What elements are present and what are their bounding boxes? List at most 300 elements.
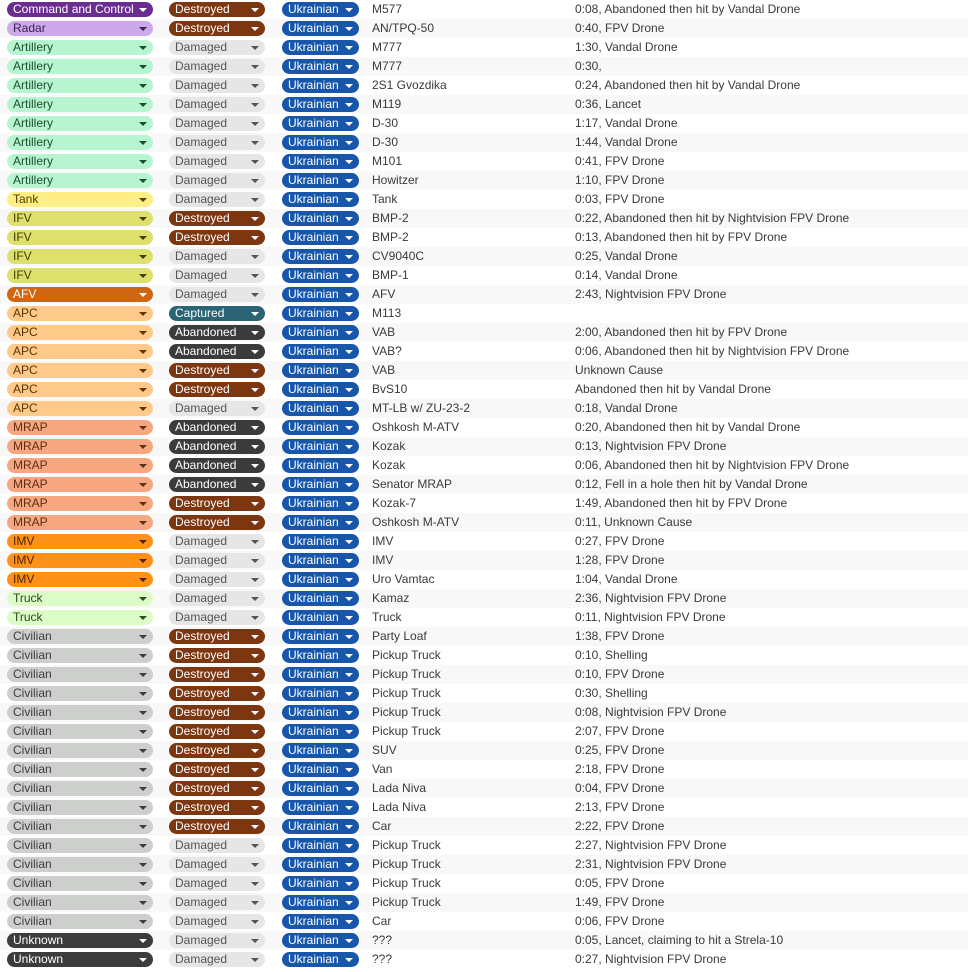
owner-dropdown[interactable]: [282, 382, 359, 397]
owner-dropdown[interactable]: [282, 857, 359, 872]
category-dropdown[interactable]: [7, 59, 153, 74]
category-dropdown-label: IFV: [13, 268, 32, 282]
model-cell[interactable]: M777: [372, 40, 403, 54]
status-dropdown[interactable]: [169, 933, 265, 948]
owner-dropdown[interactable]: [282, 116, 359, 131]
notes-cell[interactable]: 1:38, FPV Drone: [575, 629, 665, 643]
model-cell[interactable]: 2S1 Gvozdika: [372, 78, 447, 92]
category-dropdown[interactable]: [7, 344, 153, 359]
model-cell[interactable]: Pickup Truck: [372, 705, 441, 719]
status-dropdown[interactable]: [169, 572, 265, 587]
notes-cell[interactable]: Unknown Cause: [575, 363, 664, 377]
category-dropdown[interactable]: [7, 458, 153, 473]
table-row: [0, 874, 968, 893]
owner-dropdown[interactable]: [282, 154, 359, 169]
model-cell[interactable]: M101: [372, 154, 403, 168]
category-dropdown[interactable]: [7, 876, 153, 891]
owner-dropdown[interactable]: [282, 819, 359, 834]
category-dropdown[interactable]: [7, 21, 153, 36]
model-cell[interactable]: Van: [372, 762, 393, 776]
model-cell[interactable]: IMV: [372, 553, 394, 567]
category-dropdown[interactable]: [7, 724, 153, 739]
category-dropdown[interactable]: [7, 743, 153, 758]
model-cell[interactable]: Pickup Truck: [372, 895, 441, 909]
model-cell[interactable]: Kozak: [372, 458, 406, 472]
category-dropdown[interactable]: [7, 287, 153, 302]
notes-cell[interactable]: 0:18, Vandal Drone: [575, 401, 678, 415]
owner-dropdown[interactable]: [282, 363, 359, 378]
status-dropdown[interactable]: [169, 629, 265, 644]
model-cell[interactable]: ???: [372, 933, 393, 947]
model-cell[interactable]: Kamaz: [372, 591, 410, 605]
table-row: [0, 817, 968, 836]
status-dropdown[interactable]: [169, 78, 265, 93]
chevron-down-icon: [251, 369, 259, 373]
status-dropdown-label: Damaged: [175, 572, 228, 586]
model-cell[interactable]: Howitzer: [372, 173, 419, 187]
owner-dropdown[interactable]: [282, 249, 359, 264]
status-dropdown[interactable]: [169, 610, 265, 625]
owner-dropdown[interactable]: [282, 135, 359, 150]
notes-cell[interactable]: 0:24, Abandoned then hit by Vandal Drone: [575, 78, 801, 92]
notes-cell[interactable]: 0:27, Nightvision FPV Drone: [575, 952, 727, 966]
status-dropdown[interactable]: [169, 515, 265, 530]
owner-dropdown[interactable]: [282, 192, 359, 207]
owner-dropdown[interactable]: [282, 515, 359, 530]
model-cell[interactable]: M777: [372, 59, 403, 73]
model-cell[interactable]: Truck: [372, 610, 402, 624]
model-cell[interactable]: Car: [372, 914, 392, 928]
owner-dropdown[interactable]: [282, 591, 359, 606]
table-row: [0, 741, 968, 760]
owner-dropdown[interactable]: [282, 211, 359, 226]
owner-dropdown-label: Ukrainian: [288, 287, 339, 301]
status-dropdown[interactable]: [169, 344, 265, 359]
notes-cell[interactable]: 0:03, FPV Drone: [575, 192, 665, 206]
chevron-down-icon: [139, 863, 147, 867]
status-dropdown[interactable]: [169, 230, 265, 245]
model-cell[interactable]: BvS10: [372, 382, 408, 396]
owner-dropdown-label: Ukrainian: [288, 553, 339, 567]
notes-cell[interactable]: 0:05, Lancet, claiming to hit a Strela-10: [575, 933, 784, 947]
status-dropdown[interactable]: [169, 116, 265, 131]
category-dropdown[interactable]: [7, 192, 153, 207]
category-dropdown[interactable]: [7, 553, 153, 568]
model-cell[interactable]: BMP-2: [372, 230, 409, 244]
category-dropdown[interactable]: [7, 477, 153, 492]
category-dropdown[interactable]: [7, 857, 153, 872]
table-row: [0, 513, 968, 532]
notes-cell[interactable]: 0:27, FPV Drone: [575, 534, 665, 548]
category-dropdown[interactable]: [7, 40, 153, 55]
category-dropdown-label: Civilian: [13, 838, 52, 852]
notes-cell[interactable]: 1:49, FPV Drone: [575, 895, 665, 909]
chevron-down-icon: [139, 958, 147, 962]
owner-dropdown[interactable]: [282, 648, 359, 663]
category-dropdown[interactable]: [7, 648, 153, 663]
model-cell[interactable]: M119: [372, 97, 402, 111]
notes-cell[interactable]: 0:14, Vandal Drone: [575, 268, 678, 282]
owner-dropdown[interactable]: [282, 97, 359, 112]
owner-dropdown[interactable]: [282, 325, 359, 340]
category-dropdown[interactable]: [7, 496, 153, 511]
notes-cell[interactable]: 0:11, Unknown Cause: [575, 515, 693, 529]
notes-cell[interactable]: 0:06, FPV Drone: [575, 914, 665, 928]
owner-dropdown[interactable]: [282, 268, 359, 283]
category-dropdown-label: MRAP: [13, 477, 48, 491]
status-dropdown[interactable]: [169, 192, 265, 207]
status-dropdown[interactable]: [169, 97, 265, 112]
notes-cell[interactable]: Abandoned then hit by Vandal Drone: [575, 382, 771, 396]
owner-dropdown[interactable]: [282, 743, 359, 758]
category-dropdown[interactable]: [7, 2, 153, 17]
notes-cell[interactable]: 0:25, Vandal Drone: [575, 249, 678, 263]
category-dropdown[interactable]: [7, 591, 153, 606]
model-cell[interactable]: AN/TPQ-50: [372, 21, 435, 35]
status-dropdown[interactable]: [169, 173, 265, 188]
status-dropdown[interactable]: [169, 800, 265, 815]
model-cell[interactable]: MT-LB w/ ZU-23-2: [372, 401, 471, 415]
notes-cell[interactable]: 0:20, Abandoned then hit by Vandal Drone: [575, 420, 801, 434]
chevron-down-icon: [251, 27, 259, 31]
status-dropdown[interactable]: [169, 363, 265, 378]
model-cell[interactable]: Oshkosh M-ATV: [372, 515, 460, 529]
chevron-down-icon: [139, 597, 147, 601]
model-cell[interactable]: Pickup Truck: [372, 667, 441, 681]
category-dropdown[interactable]: [7, 325, 153, 340]
notes-cell[interactable]: 0:06, Abandoned then hit by Nightvision FPV Drone: [575, 344, 850, 358]
category-dropdown[interactable]: [7, 154, 153, 169]
status-dropdown[interactable]: [169, 40, 265, 55]
status-dropdown[interactable]: [169, 420, 265, 435]
category-dropdown-label: Artillery: [13, 154, 54, 168]
category-dropdown[interactable]: [7, 914, 153, 929]
chevron-down-icon: [139, 825, 147, 829]
status-dropdown-label: Abandoned: [175, 439, 237, 453]
owner-dropdown[interactable]: [282, 952, 359, 967]
status-dropdown[interactable]: [169, 458, 265, 473]
status-dropdown[interactable]: [169, 21, 265, 36]
owner-dropdown[interactable]: [282, 705, 359, 720]
owner-dropdown[interactable]: [282, 572, 359, 587]
notes-cell[interactable]: 0:30,: [575, 59, 602, 73]
owner-dropdown[interactable]: [282, 629, 359, 644]
owner-dropdown[interactable]: [282, 933, 359, 948]
chevron-down-icon: [251, 825, 259, 829]
model-cell[interactable]: Tank: [372, 192, 398, 206]
category-dropdown-label: MRAP: [13, 458, 48, 472]
model-cell[interactable]: Uro Vamtac: [372, 572, 435, 586]
notes-cell[interactable]: 1:10, FPV Drone: [575, 173, 665, 187]
category-dropdown[interactable]: [7, 230, 153, 245]
model-cell[interactable]: BMP-1: [372, 268, 409, 282]
owner-dropdown[interactable]: [282, 876, 359, 891]
owner-dropdown[interactable]: [282, 895, 359, 910]
notes-cell[interactable]: 2:31, Nightvision FPV Drone: [575, 857, 727, 871]
notes-cell[interactable]: 2:36, Nightvision FPV Drone: [575, 591, 727, 605]
notes-cell[interactable]: 0:08, Abandoned then hit by Vandal Drone: [575, 2, 801, 16]
category-dropdown[interactable]: [7, 781, 153, 796]
model-cell[interactable]: VAB: [372, 325, 396, 339]
owner-dropdown[interactable]: [282, 173, 359, 188]
model-cell[interactable]: AFV: [372, 287, 396, 301]
notes-cell[interactable]: 0:08, Nightvision FPV Drone: [575, 705, 727, 719]
owner-dropdown[interactable]: [282, 781, 359, 796]
status-dropdown[interactable]: [169, 135, 265, 150]
category-dropdown[interactable]: [7, 610, 153, 625]
status-dropdown[interactable]: [169, 876, 265, 891]
chevron-down-icon: [251, 730, 259, 734]
chevron-down-icon: [251, 217, 259, 221]
chevron-down-icon: [139, 65, 147, 69]
notes-cell[interactable]: 0:12, Fell in a hole then hit by Vandal Drone: [575, 477, 808, 491]
notes-cell[interactable]: 2:27, Nightvision FPV Drone: [575, 838, 727, 852]
status-dropdown[interactable]: [169, 553, 265, 568]
chevron-down-icon: [345, 882, 353, 886]
owner-dropdown[interactable]: [282, 800, 359, 815]
model-cell[interactable]: Party Loaf: [372, 629, 427, 643]
category-dropdown[interactable]: [7, 116, 153, 131]
owner-dropdown[interactable]: [282, 21, 359, 36]
model-cell[interactable]: Oshkosh M-ATV: [372, 420, 460, 434]
status-dropdown[interactable]: [169, 59, 265, 74]
owner-dropdown[interactable]: [282, 78, 359, 93]
category-dropdown[interactable]: [7, 211, 153, 226]
category-dropdown[interactable]: [7, 363, 153, 378]
owner-dropdown[interactable]: [282, 439, 359, 454]
status-dropdown[interactable]: [169, 439, 265, 454]
model-cell[interactable]: Lada Niva: [372, 800, 427, 814]
status-dropdown[interactable]: [169, 154, 265, 169]
owner-dropdown-label: Ukrainian: [288, 420, 339, 434]
model-cell[interactable]: D-30: [372, 135, 399, 149]
table-row: [0, 114, 968, 133]
category-dropdown-label: Civilian: [13, 629, 52, 643]
chevron-down-icon: [139, 692, 147, 696]
status-dropdown[interactable]: [169, 648, 265, 663]
model-cell[interactable]: Pickup Truck: [372, 686, 441, 700]
owner-dropdown[interactable]: [282, 458, 359, 473]
notes-cell[interactable]: 0:10, Shelling: [575, 648, 648, 662]
notes-cell[interactable]: 0:06, Abandoned then hit by Nightvision FPV Drone: [575, 458, 850, 472]
notes-cell[interactable]: 0:05, FPV Drone: [575, 876, 665, 890]
model-cell[interactable]: Lada Niva: [372, 781, 427, 795]
status-dropdown[interactable]: [169, 743, 265, 758]
owner-dropdown[interactable]: [282, 40, 359, 55]
owner-dropdown[interactable]: [282, 306, 359, 321]
notes-cell[interactable]: 2:00, Abandoned then hit by FPV Drone: [575, 325, 788, 339]
owner-dropdown-label: Ukrainian: [288, 21, 339, 35]
status-dropdown[interactable]: [169, 534, 265, 549]
category-dropdown-label: Artillery: [13, 59, 54, 73]
owner-dropdown[interactable]: [282, 230, 359, 245]
status-dropdown[interactable]: [169, 211, 265, 226]
notes-cell[interactable]: 1:04, Vandal Drone: [575, 572, 678, 586]
model-cell[interactable]: Kozak: [372, 439, 406, 453]
model-cell[interactable]: M577: [372, 2, 403, 16]
notes-cell[interactable]: 1:44, Vandal Drone: [575, 135, 678, 149]
category-dropdown[interactable]: [7, 268, 153, 283]
category-dropdown[interactable]: [7, 420, 153, 435]
notes-cell[interactable]: 0:40, FPV Drone: [575, 21, 665, 35]
category-dropdown[interactable]: [7, 800, 153, 815]
status-dropdown[interactable]: [169, 249, 265, 264]
owner-dropdown-label: Ukrainian: [288, 192, 339, 206]
notes-cell[interactable]: 2:18, FPV Drone: [575, 762, 665, 776]
category-dropdown[interactable]: [7, 306, 153, 321]
model-cell[interactable]: Pickup Truck: [372, 724, 441, 738]
model-cell[interactable]: SUV: [372, 743, 397, 757]
table-row: [0, 285, 968, 304]
category-dropdown[interactable]: [7, 249, 153, 264]
notes-cell[interactable]: 1:30, Vandal Drone: [575, 40, 678, 54]
status-dropdown[interactable]: [169, 591, 265, 606]
status-dropdown[interactable]: [169, 762, 265, 777]
category-dropdown[interactable]: [7, 933, 153, 948]
notes-cell[interactable]: 1:28, FPV Drone: [575, 553, 665, 567]
category-dropdown[interactable]: [7, 439, 153, 454]
model-cell[interactable]: Pickup Truck: [372, 648, 441, 662]
model-cell[interactable]: CV9040C: [372, 249, 425, 263]
model-cell[interactable]: Senator MRAP: [372, 477, 453, 491]
owner-dropdown[interactable]: [282, 59, 359, 74]
table-row: [0, 437, 968, 456]
category-dropdown[interactable]: [7, 173, 153, 188]
model-cell[interactable]: VAB: [372, 363, 396, 377]
category-dropdown[interactable]: [7, 762, 153, 777]
owner-dropdown-label: Ukrainian: [288, 401, 339, 415]
chevron-down-icon: [139, 901, 147, 905]
owner-dropdown[interactable]: [282, 420, 359, 435]
model-cell[interactable]: D-30: [372, 116, 399, 130]
model-cell[interactable]: IMV: [372, 534, 394, 548]
category-dropdown[interactable]: [7, 515, 153, 530]
owner-dropdown[interactable]: [282, 344, 359, 359]
category-dropdown[interactable]: [7, 686, 153, 701]
notes-cell[interactable]: 0:04, FPV Drone: [575, 781, 665, 795]
model-cell[interactable]: Pickup Truck: [372, 838, 441, 852]
category-dropdown[interactable]: [7, 97, 153, 112]
notes-cell[interactable]: 0:36, Lancet: [575, 97, 642, 111]
notes-cell[interactable]: 0:30, Shelling: [575, 686, 648, 700]
notes-cell[interactable]: 2:07, FPV Drone: [575, 724, 665, 738]
owner-dropdown[interactable]: [282, 914, 359, 929]
status-dropdown-label: Damaged: [175, 914, 228, 928]
model-cell[interactable]: ???: [372, 952, 393, 966]
status-dropdown[interactable]: [169, 287, 265, 302]
owner-dropdown[interactable]: [282, 724, 359, 739]
status-dropdown[interactable]: [169, 477, 265, 492]
status-dropdown[interactable]: [169, 686, 265, 701]
notes-cell[interactable]: 0:25, FPV Drone: [575, 743, 665, 757]
status-dropdown[interactable]: [169, 914, 265, 929]
status-dropdown[interactable]: [169, 705, 265, 720]
category-dropdown[interactable]: [7, 705, 153, 720]
category-dropdown-label: Radar: [13, 21, 46, 35]
chevron-down-icon: [251, 46, 259, 50]
owner-dropdown[interactable]: [282, 401, 359, 416]
category-dropdown[interactable]: [7, 629, 153, 644]
notes-cell[interactable]: 0:13, Nightvision FPV Drone: [575, 439, 727, 453]
status-dropdown[interactable]: [169, 2, 265, 17]
category-dropdown[interactable]: [7, 952, 153, 967]
status-dropdown[interactable]: [169, 667, 265, 682]
chevron-down-icon: [139, 160, 147, 164]
notes-cell[interactable]: 0:22, Abandoned then hit by Nightvision FPV Drone: [575, 211, 850, 225]
chevron-down-icon: [345, 692, 353, 696]
model-cell[interactable]: Kozak-7: [372, 496, 417, 510]
category-dropdown[interactable]: [7, 382, 153, 397]
owner-dropdown[interactable]: [282, 686, 359, 701]
notes-cell[interactable]: 0:11, Nightvision FPV Drone: [575, 610, 726, 624]
status-dropdown[interactable]: [169, 819, 265, 834]
category-dropdown[interactable]: [7, 78, 153, 93]
status-dropdown[interactable]: [169, 895, 265, 910]
category-dropdown[interactable]: [7, 819, 153, 834]
status-dropdown[interactable]: [169, 781, 265, 796]
model-cell[interactable]: Pickup Truck: [372, 857, 441, 871]
status-dropdown[interactable]: [169, 838, 265, 853]
category-dropdown[interactable]: [7, 572, 153, 587]
status-dropdown[interactable]: [169, 268, 265, 283]
notes-cell[interactable]: 2:43, Nightvision FPV Drone: [575, 287, 727, 301]
notes-cell[interactable]: 2:13, FPV Drone: [575, 800, 665, 814]
owner-dropdown[interactable]: [282, 2, 359, 17]
status-dropdown[interactable]: [169, 857, 265, 872]
status-dropdown[interactable]: [169, 325, 265, 340]
owner-dropdown[interactable]: [282, 838, 359, 853]
category-dropdown-label: Civilian: [13, 914, 52, 928]
status-dropdown[interactable]: [169, 496, 265, 511]
owner-dropdown-label: Ukrainian: [288, 59, 339, 73]
notes-cell[interactable]: 1:49, Abandoned then hit by FPV Drone: [575, 496, 788, 510]
model-cell[interactable]: Pickup Truck: [372, 876, 441, 890]
chevron-down-icon: [139, 445, 147, 449]
category-dropdown[interactable]: [7, 838, 153, 853]
model-cell[interactable]: M113: [372, 306, 402, 320]
category-dropdown[interactable]: [7, 534, 153, 549]
status-dropdown[interactable]: [169, 382, 265, 397]
model-cell[interactable]: VAB?: [372, 344, 402, 358]
category-dropdown-label: APC: [13, 363, 38, 377]
category-dropdown[interactable]: [7, 401, 153, 416]
model-cell[interactable]: BMP-2: [372, 211, 409, 225]
owner-dropdown[interactable]: [282, 610, 359, 625]
chevron-down-icon: [345, 521, 353, 525]
owner-dropdown[interactable]: [282, 496, 359, 511]
owner-dropdown[interactable]: [282, 287, 359, 302]
status-dropdown[interactable]: [169, 952, 265, 967]
owner-dropdown[interactable]: [282, 477, 359, 492]
notes-cell[interactable]: 1:17, Vandal Drone: [575, 116, 678, 130]
owner-dropdown[interactable]: [282, 553, 359, 568]
category-dropdown[interactable]: [7, 895, 153, 910]
model-cell[interactable]: Car: [372, 819, 392, 833]
notes-cell[interactable]: 0:10, FPV Drone: [575, 667, 665, 681]
owner-dropdown[interactable]: [282, 534, 359, 549]
status-dropdown[interactable]: [169, 401, 265, 416]
owner-dropdown[interactable]: [282, 762, 359, 777]
owner-dropdown-label: Ukrainian: [288, 40, 339, 54]
category-dropdown[interactable]: [7, 667, 153, 682]
owner-dropdown[interactable]: [282, 667, 359, 682]
status-dropdown[interactable]: [169, 306, 265, 321]
category-dropdown[interactable]: [7, 135, 153, 150]
notes-cell[interactable]: 2:22, FPV Drone: [575, 819, 665, 833]
notes-cell[interactable]: 0:13, Abandoned then hit by FPV Drone: [575, 230, 788, 244]
status-dropdown[interactable]: [169, 724, 265, 739]
notes-cell[interactable]: 0:41, FPV Drone: [575, 154, 665, 168]
